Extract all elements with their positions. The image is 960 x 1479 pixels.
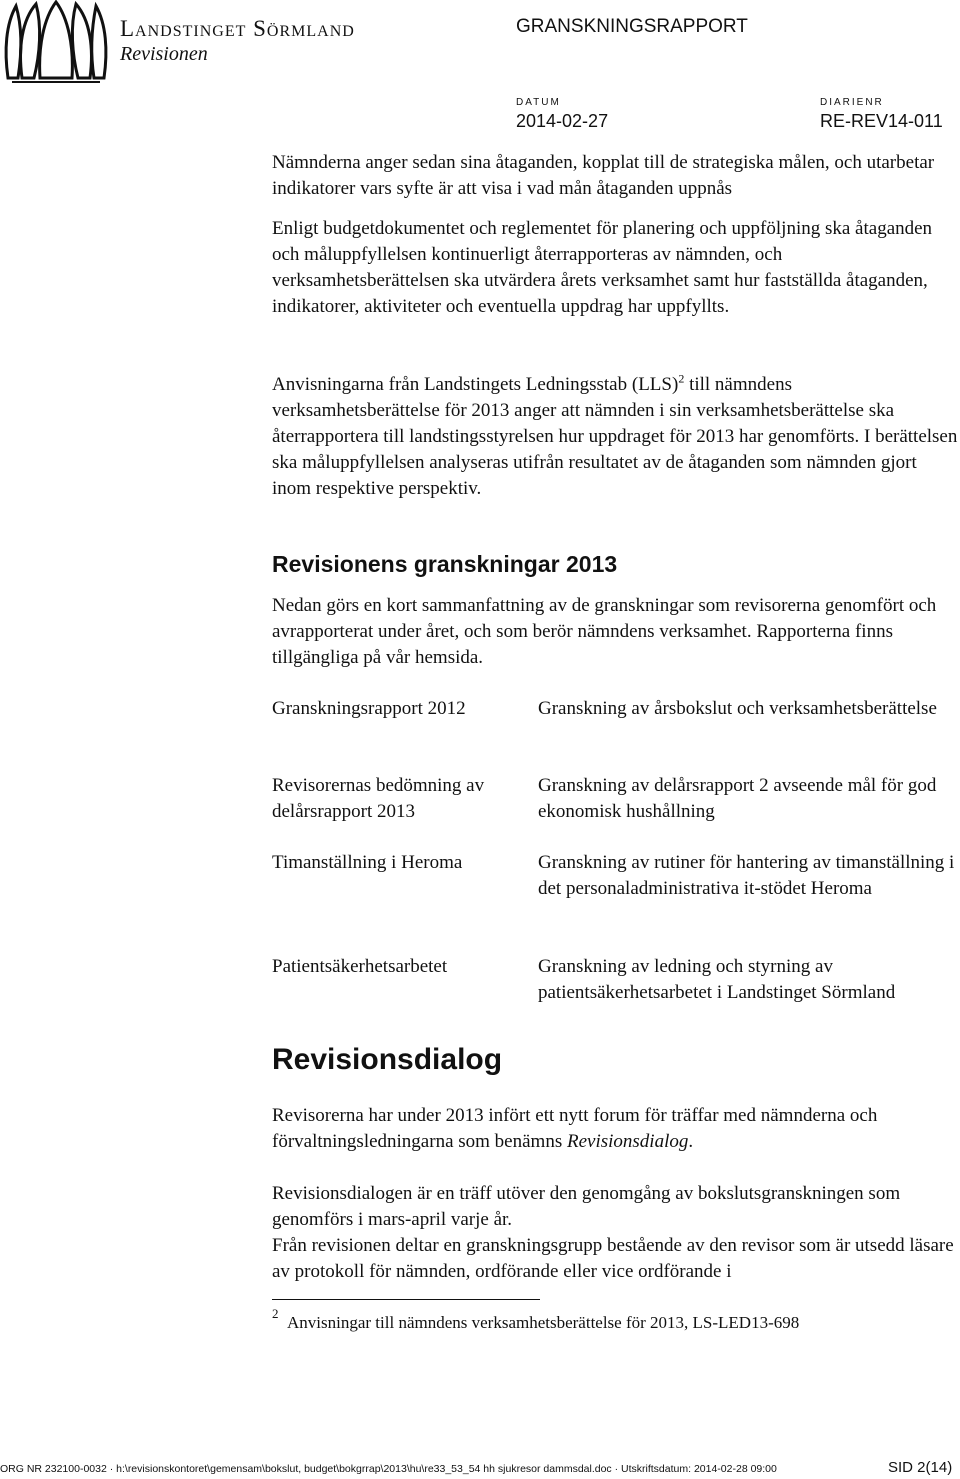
- diarienr-label: DIARIENR: [820, 97, 884, 108]
- footer-document-info: ORG NR 232100-0032 · h:\revisionskontoret\gemensam\bokslut, budget\bokgrrap\2013\hu\re33_53_54 hh sjukresor dammsdal.doc · Utskriftsdatum: 2014-02-28 09:00: [0, 1463, 777, 1475]
- page-number: SID 2(14): [888, 1459, 953, 1476]
- review-title: Patientsäkerhetsarbetet: [272, 956, 448, 977]
- org-subtitle: Revisionen: [120, 43, 208, 65]
- date-label: DATUM: [516, 97, 561, 108]
- review-description: Granskning av ledning och styrning av patientsäkerhetsarbetet i Landstinget Sörmland: [538, 956, 896, 1003]
- instructions-text-start: Anvisningarna från Landstingets Ledningsstab (LLS): [272, 374, 679, 395]
- footnote-reference: 2: [678, 371, 685, 386]
- section-heading-reviews: Revisionens granskningar 2013: [272, 551, 618, 577]
- footnote-separator: [272, 1299, 540, 1300]
- paragraph-budget: Enligt budgetdokumentet och reglementet för planering och uppföljning ska åtaganden och måluppfyllelsen kontinuerligt återrapporteras av nämnden, och verksamhetsberättelsen ska utvärdera årets verksamhet samt hur fastställda åtaganden, indikatorer, aktiviteter och eventuella uppdrag har uppfyllts.: [272, 218, 933, 317]
- paragraph-dialog-participants: Från revisionen deltar en granskningsgrupp bestående av den revisor som är utsedd läsare av protokoll för nämnden, ordförande eller vice ordförande i: [272, 1235, 954, 1282]
- review-title: Timanställning i Heroma: [272, 852, 463, 873]
- section-heading-dialog: Revisionsdialog: [272, 1043, 503, 1076]
- landstinget-logo-icon: [0, 0, 112, 86]
- review-description: Granskning av årsbokslut och verksamhetsberättelse: [538, 698, 937, 719]
- date-value: 2014-02-27: [516, 111, 609, 131]
- review-description: Granskning av rutiner för hantering av timanställning i det personaladministrativa it-stödet Heroma: [538, 852, 955, 899]
- paragraph-objectives: Nämnderna anger sedan sina åtaganden, kopplat till de strategiska målen, och utarbetar indikatorer vars syfte är att visa i vad mån åtaganden uppnås: [272, 152, 935, 199]
- footnote-number: 2: [272, 1306, 279, 1321]
- review-title: Revisorernas bedömning av delårsrapport 2013: [272, 775, 485, 822]
- section-intro: Nedan görs en kort sammanfattning av de granskningar som revisorerna genomfört och avrapporterat under året, och som berör nämndens verksamhet. Rapporterna finns tillgängliga på vår hemsida.: [272, 595, 937, 668]
- review-title: Granskningsrapport 2012: [272, 698, 466, 719]
- diarienr-value: RE-REV14-011: [820, 111, 943, 131]
- org-name: Landstinget Sörmland: [120, 16, 355, 41]
- report-type: GRANSKNINGSRAPPORT: [516, 16, 748, 37]
- dialog-intro-text: Revisorerna har under 2013 infört ett nytt forum för träffar med nämnderna och förvaltningsledningarna som benämns: [272, 1105, 878, 1152]
- instructions-text-end: till nämndens verksamhetsberättelse för 2013 anger att nämnden i sin verksamhetsberättelse ska återrapportera till landstingsstyrelsen hur uppdraget för 2013 har genomförts. I berättelsen ska måluppfyllelsen analyseras utifrån resultatet av de åtaganden som nämnden gjort inom respektive perspektiv.: [272, 374, 958, 499]
- dialog-term: Revisionsdialog: [566, 1131, 689, 1152]
- paragraph-dialog-meeting: Revisionsdialogen är en träff utöver den genomgång av bokslutsgranskningen som genomförs i mars-april varje år.: [272, 1183, 901, 1230]
- paragraph-instructions: [272, 372, 958, 502]
- dialog-intro-end: .: [688, 1131, 694, 1152]
- footnote-text: Anvisningar till nämndens verksamhetsberättelse för 2013, LS-LED13-698: [287, 1313, 800, 1332]
- paragraph-dialog-intro: [272, 1103, 958, 1155]
- review-description: Granskning av delårsrapport 2 avseende mål för god ekonomisk hushållning: [538, 775, 937, 822]
